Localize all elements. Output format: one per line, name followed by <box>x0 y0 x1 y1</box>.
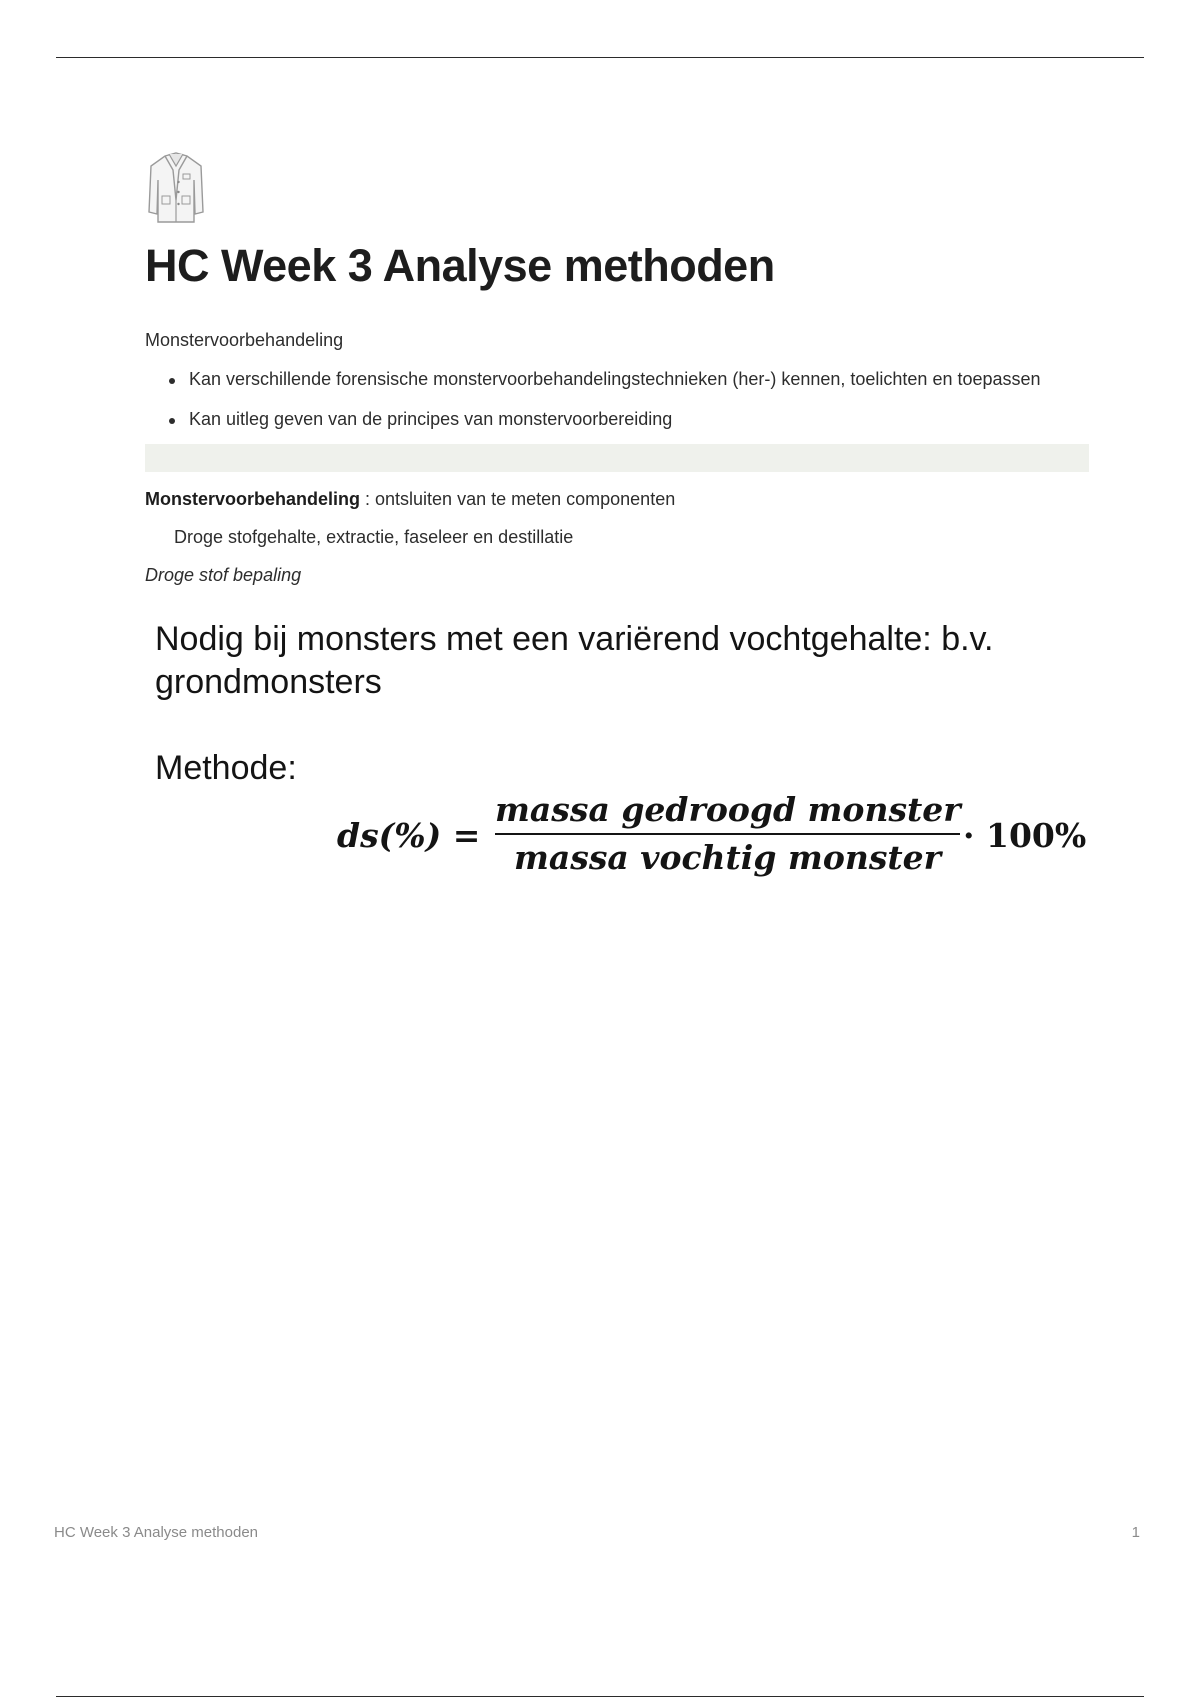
list-item: Kan verschillende forensische monstervoorbehandelingstechnieken (her-) kennen, toelichten en toepassen <box>165 364 1089 394</box>
list-item: Kan uitleg geven van de principes van monstervoorbereiding <box>165 404 1089 434</box>
slide-text: Nodig bij monsters met een variërend vochtgehalte: b.v. grondmonsters <box>155 620 994 701</box>
bottom-divider <box>56 1696 1144 1697</box>
footer-title: HC Week 3 Analyse methoden <box>54 1524 259 1541</box>
lab-coat-icon <box>145 150 207 226</box>
formula-lhs: ds(%) = <box>337 816 481 855</box>
formula-denominator: massa vochtig monster <box>513 838 942 877</box>
formula-rhs: · 100% <box>963 816 1087 855</box>
page-title: HC Week 3 Analyse methoden <box>145 240 775 291</box>
formula-fraction <box>495 790 960 878</box>
page-content <box>145 150 1089 882</box>
callout-block <box>145 444 1089 472</box>
learning-goals-list <box>145 364 1089 434</box>
top-divider <box>56 57 1144 58</box>
fraction-bar <box>495 833 960 835</box>
definition-term: Monstervoorbehandeling <box>145 489 361 509</box>
definition-details: Droge stofgehalte, extractie, faseleer en destillatie <box>174 527 574 547</box>
formula-numerator: massa gedroogd monster <box>495 790 961 829</box>
learning-goals-heading: Monstervoorbehandeling <box>145 330 344 350</box>
dry-matter-formula <box>155 790 1089 882</box>
method-label: Methode: <box>155 749 297 787</box>
slide-image <box>145 618 1089 882</box>
definition-line <box>145 486 1089 512</box>
section-heading: Droge stof bepaling <box>145 565 302 585</box>
footer-page-number: 1 <box>1131 1524 1140 1541</box>
definition-text: : ontsluiten van te meten componenten <box>360 489 676 509</box>
